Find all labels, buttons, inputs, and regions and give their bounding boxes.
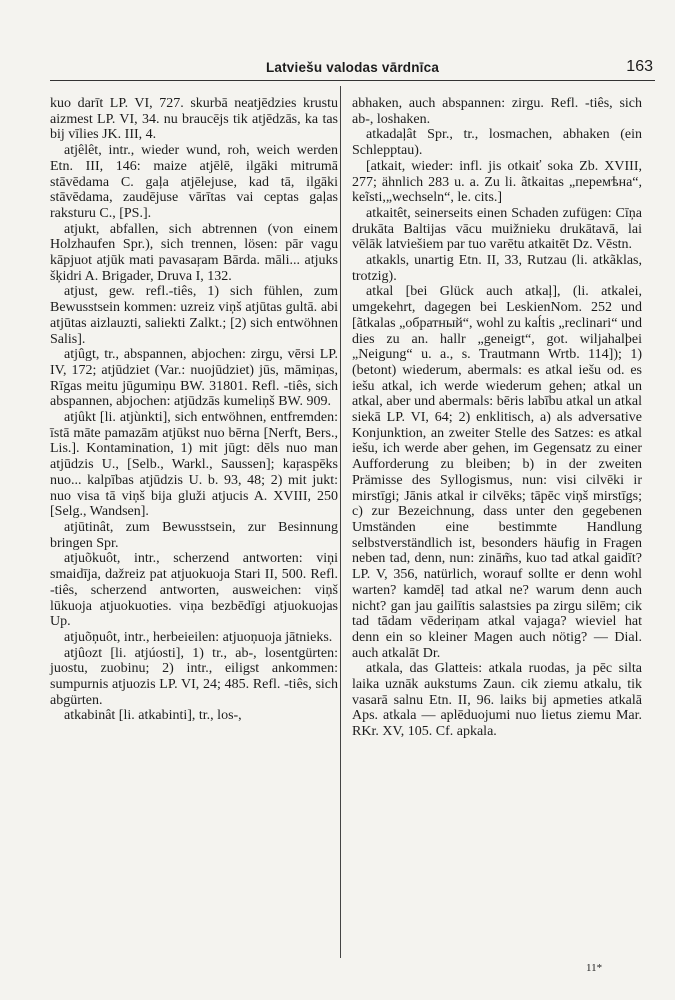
dictionary-entry: atjûgt, tr., abspannen, abjochen: zirgu, vērsi LP. IV, 172; atjūdziet (Var.: nuojūdziet) jūs, māmiņas, Rīgas meitu jūgumiņu BW. 31801. Refl. -tiês, sich abspannen, abjochen: atjūdzās kumeliņš BW. 909.	[50, 347, 338, 410]
dictionary-entry: atjukt, abfallen, sich abtrennen (von einem Holzhaufen Spr.), sich trennen, lösen: pār vagu kāpjuot atjūk mati pavasaŗam Bārda. māli... atjuks šķidri A. Brigader, Druva I, 132.	[50, 221, 338, 284]
dictionary-entry: atjûkt [li. atjùnkti], sich entwöhnen, entfremden: īstā māte pamazām atjūkst nuo bērna [Nerft, Bers., Lis.]. Kontamination, 1) mit jūgt: dēls nuo man atjūdzis U., [Selb., Warkl., Saussen]; kaŗaspēks nuo... kalpības atjūdzis U. b. 93, 48; 2) mit jukt: nuo visa tā viņš bija gluži atjucis A. XVIII, 250 [Selg., Wandsen].	[50, 410, 338, 520]
signature-mark: 11*	[586, 962, 603, 974]
column-divider	[340, 86, 341, 958]
dictionary-entry: atjūtinât, zum Bewusstsein, zur Besinnung bringen Spr.	[50, 519, 338, 551]
dictionary-entry: atkakls, unartig Etn. II, 33, Rutzau (li. atkãklas, trotzig).	[352, 253, 642, 284]
page-title: Latviešu valodas vārdnīca	[265, 60, 440, 75]
page-header	[50, 58, 655, 81]
dictionary-entry: atjuõņuôt, intr., herbeieilen: atjuoņuoja jātnieks.	[64, 629, 333, 645]
dictionary-entry: atkal [bei Glück auch atkaļ], (li. atkalei, umgekehrt, dagegen bei LeskienNom. 252 und [ãtkalas „обратный“, wohl zu kaĺtis „reclinari“ und dies zu an. hallr „geneigt“, got. wiljahalþei „Neigung“ u. a., s. Trautmann Wrtb. 114]); 1) (betont) wiederum, abermals: es atkal iešu od. es iešu atkal, ich werde wiederum gehen; atkal un atkal, aber und abermals: bēris labību atkal un atkal siekā LP. VI, 64; 2) enklitisch, a) als adversative Konjunktion, an zweiter Stelle des Satzes: es atkal iešu, ich werde aber gehen, im Gegensatz zu einer Aufforderung zu bleiben; b) in der zweiten Prämisse des Syllogismus, nun: visi cilvēki ir mirstīgi; Jānis atkal ir cilvēks; tāpēc viņš mirstīgs; c) zur Bezeichnung, dass unter den gegebenen Umständen eine bestimmte Handlung selbstverständlich ist, besonders häufig in Fragen neben tad, denn, nun: zinām̃s, kuo tad atkal gaidīt? LP. V, 356, natürlich, worauf sollte er denn wohl warten? kamdēļ tad atkal ne? warum denn auch nicht? gan jau gailītis salastsies pa zirgu silēm; cik tad tādam vēderiņam atkal vajaga? wieviel hat denn ein so kleiner Magen auch nötig? — Dial. auch atkalāt Dr.	[352, 284, 642, 661]
left-column	[50, 96, 338, 724]
dictionary-entry: atjêlêt, intr., wieder wund, roh, weich werden Etn. III, 146: maize atjēlē, ilgāki mitrumā stāvēdama C. gaļa atjēlejuse, kad tā, ilgāki stāvēdama, zaudējuse vārītas vai ceptas gaļas raksturu C., [PS.].	[50, 143, 338, 221]
dictionary-entry: atkala, das Glatteis: atkala ruodas, ja pēc silta laika uznāk aukstums Zaun. cik ziemu atkalu, tik vasarā salnu Etn. II, 96. laiks bij apmeties atkalā Aps. atkala — aplēduojumi nuo lietus ziemu Mar. RKr. XV, 105. Cf. apkala.	[352, 661, 642, 740]
dictionary-entry: atkadaļât Spr., tr., losmachen, abhaken (ein Schlepptau).	[352, 127, 642, 159]
dictionary-entry: abhaken, auch abspannen: zirgu. Refl. -tiês, sich ab-, loshaken.	[352, 96, 642, 127]
dictionary-entry: atjûozt [li. atjúosti], 1) tr., ab-, losentgürten: juostu, zuobinu; 2) intr., eiligst ankommen: sumpurnis atjuozis LP. VI, 24; 485. Refl. -tiês, sich abgürten.	[50, 645, 338, 708]
dictionary-entry: kuo darīt LP. VI, 727. skurbā neatjēdzies krustu aizmest LP. VI, 34. nu braucējs tik atjēdzās, ka tas bij vīlies JK. III, 4.	[50, 96, 338, 143]
dictionary-entry: atjust, gew. refl.-tiês, 1) sich fühlen, zum Bewusstsein kommen: uzreiz viņš atjūtas gultā. abi atjūtas aizlauzti, saliekti Zalkt.; [2) sich entwöhnen Salis].	[50, 284, 338, 347]
dictionary-entry: atkabinât [li. atkabinti], tr., los-,	[64, 708, 242, 724]
dictionary-entry: atjuõkuôt, intr., scherzend antworten: viņi smaidīja, dažreiz pat atjuokuoja Stari II, 500. Refl. -tiês, scherzend antworten, ausweichen: viņš lūkuoja atjuokuoties. viņa bezbēdīgi atjuokuojas Up.	[50, 551, 338, 630]
dictionary-entry: atkaitêt, seinerseits einen Schaden zufügen: Cīņa drukāta Baltijas vācu muižnieku drukātavā, lai vēlāk latviešiem par tuo varētu atkaitēt Dz. Vēstn.	[352, 205, 642, 253]
right-column	[352, 96, 642, 740]
page-number: 163	[626, 58, 653, 75]
dictionary-entry: [atkait, wieder: infl. jis otkaiť soka Zb. XVIII, 277; ähnlich 283 u. a. Zu li. ãtkaitas „перемѣна“, keĩsti,„wechseln“, le. cits.]	[352, 158, 642, 206]
